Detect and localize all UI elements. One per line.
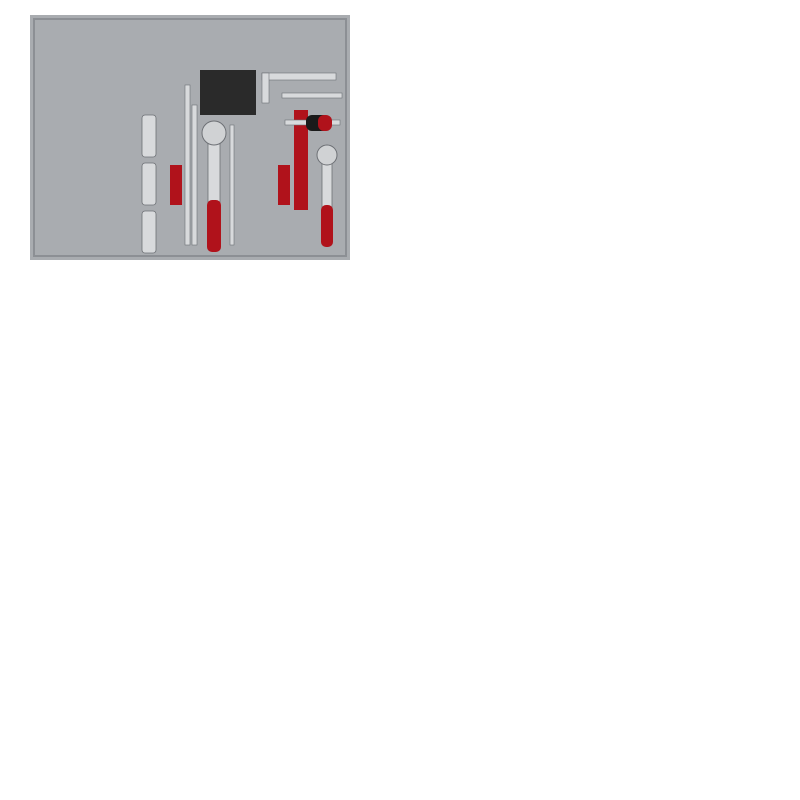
socket-tool-set-tray-image: [30, 15, 350, 260]
product-photo: [30, 15, 350, 260]
bit-set-block-icon: [200, 70, 256, 115]
long-socket-icon: [142, 115, 156, 253]
